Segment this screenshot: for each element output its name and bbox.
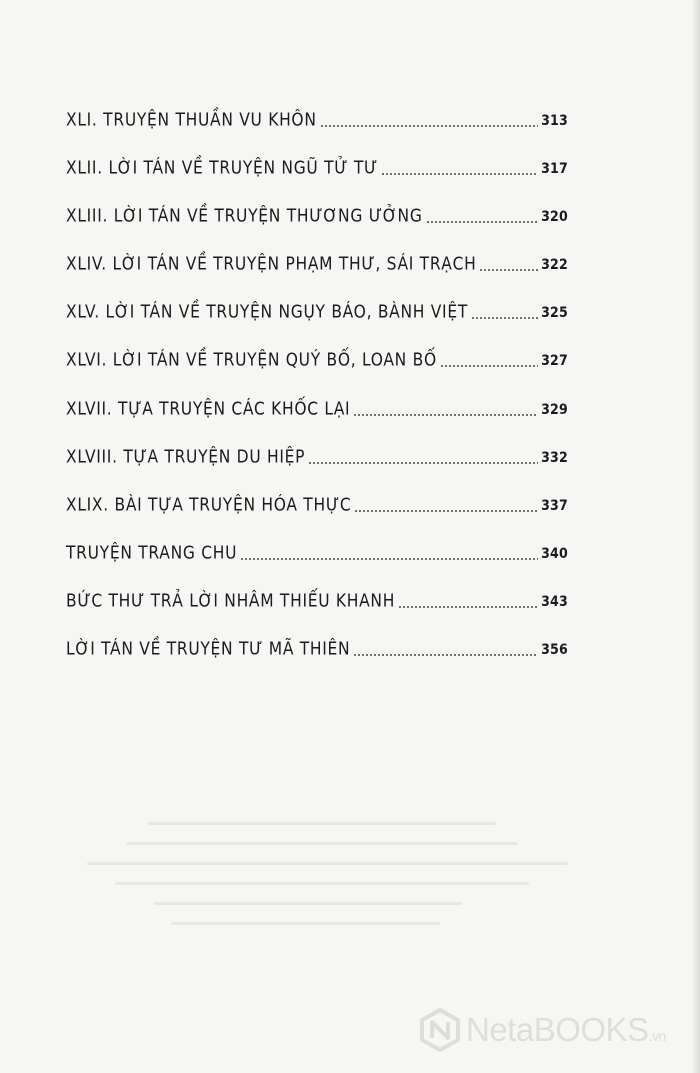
toc-entry-title: XLII. LỜI TÁN VỀ TRUYỆN NGŨ TỬ TƯ bbox=[66, 157, 379, 179]
toc-dot-leader bbox=[398, 606, 538, 608]
toc-entry-page: 325 bbox=[541, 305, 568, 322]
watermark-text bbox=[466, 1011, 666, 1049]
toc-entry-page: 313 bbox=[541, 113, 568, 129]
toc-entry-title: XLIX. BÀI TỰA TRUYỆN HÓA THỰC bbox=[66, 494, 352, 515]
toc-entry bbox=[66, 200, 568, 226]
toc-entry bbox=[66, 393, 568, 419]
toc-dot-leader bbox=[353, 654, 538, 656]
page-edge bbox=[693, 0, 700, 1073]
toc-entry bbox=[66, 585, 568, 611]
netabooks-logo-icon bbox=[418, 1008, 462, 1052]
toc-entry bbox=[66, 152, 568, 178]
toc-entry-page: 327 bbox=[541, 353, 568, 370]
toc-entry-title: XLI. TRUYỆN THUẦN VU KHÔN bbox=[66, 109, 317, 130]
toc-dot-leader bbox=[471, 317, 538, 319]
toc-entry-page: 343 bbox=[541, 593, 568, 610]
toc-entry-title: XLIV. LỜI TÁN VỀ TRUYỆN PHẠM THƯ, SÁI TRẠCH bbox=[66, 254, 477, 275]
toc-entry bbox=[66, 441, 568, 467]
toc-entry-title: BỨC THƯ TRẢ LỜI NHÂM THIẾU KHANH bbox=[66, 590, 396, 611]
toc-entry-title: XLV. LỜI TÁN VỀ TRUYỆN NGỤY BÁO, BÀNH VIỆT bbox=[66, 302, 468, 323]
toc-dot-leader bbox=[308, 462, 538, 464]
toc-entry-title: TRUYỆN TRANG CHU bbox=[66, 542, 238, 563]
toc-dot-leader bbox=[354, 510, 538, 512]
toc-entry-page: 340 bbox=[541, 545, 568, 562]
toc-entry bbox=[66, 489, 568, 515]
toc-entry-title: XLVIII. TỰA TRUYỆN DU HIỆP bbox=[66, 446, 306, 467]
toc-entry bbox=[66, 296, 568, 322]
toc-dot-leader bbox=[320, 125, 538, 127]
toc-entry bbox=[66, 633, 568, 659]
toc-dot-leader bbox=[426, 221, 539, 223]
toc-entry bbox=[66, 344, 568, 370]
toc-entry-title: XLVII. TỰA TRUYỆN CÁC KHỐC LẠI bbox=[66, 398, 351, 419]
toc-dot-leader bbox=[381, 173, 538, 175]
toc-entry bbox=[66, 537, 568, 563]
toc-dot-leader bbox=[353, 414, 538, 416]
watermark-suffix: .vn bbox=[648, 1028, 666, 1044]
bleed-through-text bbox=[70, 822, 630, 972]
toc-entry-title: XLIII. LỜI TÁN VỀ TRUYỆN THƯƠNG ƯỞNG bbox=[66, 206, 423, 227]
toc-entry-page: 317 bbox=[541, 161, 568, 178]
toc-entry bbox=[66, 104, 568, 130]
toc-entry-page: 329 bbox=[541, 401, 568, 418]
toc-entry-page: 356 bbox=[541, 642, 568, 659]
toc-entry bbox=[66, 248, 568, 274]
toc-entry-page: 322 bbox=[541, 257, 568, 274]
toc-entry-page: 332 bbox=[541, 449, 568, 466]
watermark bbox=[418, 1008, 666, 1052]
toc-entry-title: LỜI TÁN VỀ TRUYỆN TƯ MÃ THIÊN bbox=[66, 638, 351, 660]
toc-entry-page: 320 bbox=[541, 209, 568, 226]
toc-entry-title: XLVI. LỜI TÁN VỀ TRUYỆN QUÝ BỐ, LOAN BỐ bbox=[66, 350, 437, 371]
toc-dot-leader bbox=[240, 558, 538, 560]
toc-entry-page: 337 bbox=[541, 497, 568, 514]
toc-dot-leader bbox=[440, 365, 538, 367]
watermark-brand: NetaBOOKS bbox=[466, 1011, 649, 1048]
table-of-contents bbox=[66, 104, 568, 681]
toc-dot-leader bbox=[479, 269, 538, 271]
